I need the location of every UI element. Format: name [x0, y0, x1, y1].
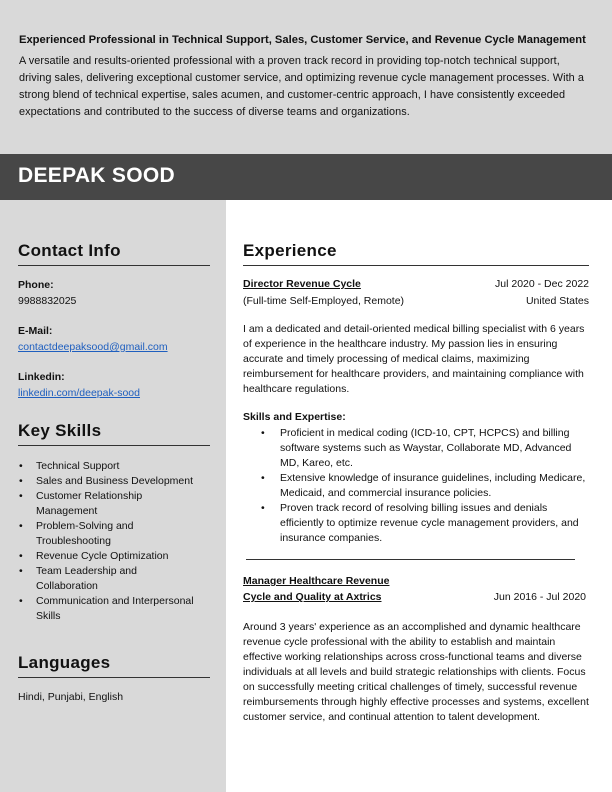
- phone-label: Phone:: [18, 279, 54, 291]
- list-item: • Extensive knowledge of insurance guidelines, including Medicare, Medicaid, and commercial insurance policies.: [243, 471, 589, 501]
- sidebar: [0, 200, 226, 792]
- languages-text: Hindi, Punjabi, English: [18, 691, 124, 703]
- section-divider: [246, 559, 575, 560]
- list-item: • Technical Support: [18, 459, 208, 474]
- job-title-line1: Manager Healthcare Revenue: [243, 575, 390, 587]
- job-description: I am a dedicated and detail-oriented medical billing specialist with 6 years of experience in the healthcare industry. My passion lies in ensuring accurate and timely processing of medical claims, maximizing reimbursement for healthcare providers, and maintaining compliance with healthcare regulations.: [243, 323, 585, 395]
- job-entry: [243, 573, 589, 725]
- key-skills-heading: Key Skills: [18, 420, 210, 446]
- list-item: • Revenue Cycle Optimization: [18, 549, 208, 564]
- key-skills-list: [18, 459, 210, 624]
- summary-section: [0, 0, 612, 154]
- list-item: • Team Leadership and Collaboration: [18, 564, 153, 594]
- candidate-name: DEEPAK SOOD: [18, 164, 175, 187]
- languages-heading: Languages: [18, 652, 210, 678]
- name-banner: [0, 154, 612, 200]
- job-title-line2: Cycle and Quality at Axtrics: [243, 591, 382, 603]
- contact-info-heading: Contact Info: [18, 240, 210, 266]
- email-label: E-Mail:: [18, 325, 53, 337]
- job-title: Director Revenue Cycle: [243, 278, 361, 290]
- job-dates: Jun 2016 - Jul 2020: [493, 591, 586, 603]
- expertise-list: [243, 426, 589, 546]
- main-content: [226, 200, 612, 792]
- job-type: (Full-time Self-Employed, Remote): [243, 295, 405, 307]
- job-description: Around 3 years' experience as an accomplished and dynamic healthcare revenue cycle professional with the ability to establish and maintain effective working relationships across cross-functional teams and diverse individuals at all levels and build strategic relationships with clients. Focus on successfully meeting critical challenges of timely, successful revenue reimbursements through highly effective processes and systems, excellent customer service, and continual attention to talent development.: [243, 621, 589, 723]
- job-location: United States: [525, 295, 589, 307]
- job-entry: [243, 276, 589, 546]
- job-dates: Jul 2020 - Dec 2022: [495, 278, 589, 290]
- list-item: • Sales and Business Development: [18, 474, 208, 489]
- list-item: • Proficient in medical coding (ICD-10, CPT, HCPCS) and billing software systems such as Waystar, Collaborate MD, Advanced MD, Kareo, etc.: [243, 426, 589, 471]
- skills-expertise-label: Skills and Expertise:: [243, 411, 346, 423]
- list-item: • Communication and Interpersonal Skills: [18, 594, 208, 624]
- linkedin-label: Linkedin:: [18, 371, 65, 383]
- phone-value: 9988832025: [18, 295, 77, 307]
- email-link[interactable]: contactdeepaksood@gmail.com: [18, 341, 168, 353]
- linkedin-link[interactable]: linkedin.com/deepak-sood: [18, 387, 140, 399]
- professional-summary: A versatile and results-oriented professional with a proven track record in providing top-notch technical support, driving sales, delivering exceptional customer service, and optimizing revenue cycle management processes. With a strong blend of technical expertise, sales acumen, and customer-centric approach, I have consistently exceeded expectations and contributed to the success of diverse teams and organizations.: [19, 55, 584, 118]
- list-item: • Proven track record of resolving billing issues and denials efficiently to optimize revenue cycle management providers, and insurance companies.: [243, 501, 589, 546]
- list-item: • Problem-Solving and Troubleshooting: [18, 519, 153, 549]
- experience-heading: Experience: [243, 240, 589, 266]
- headline: Experienced Professional in Technical Support, Sales, Customer Service, and Revenue Cycle Management: [19, 34, 586, 46]
- list-item: • Customer Relationship Management: [18, 489, 163, 519]
